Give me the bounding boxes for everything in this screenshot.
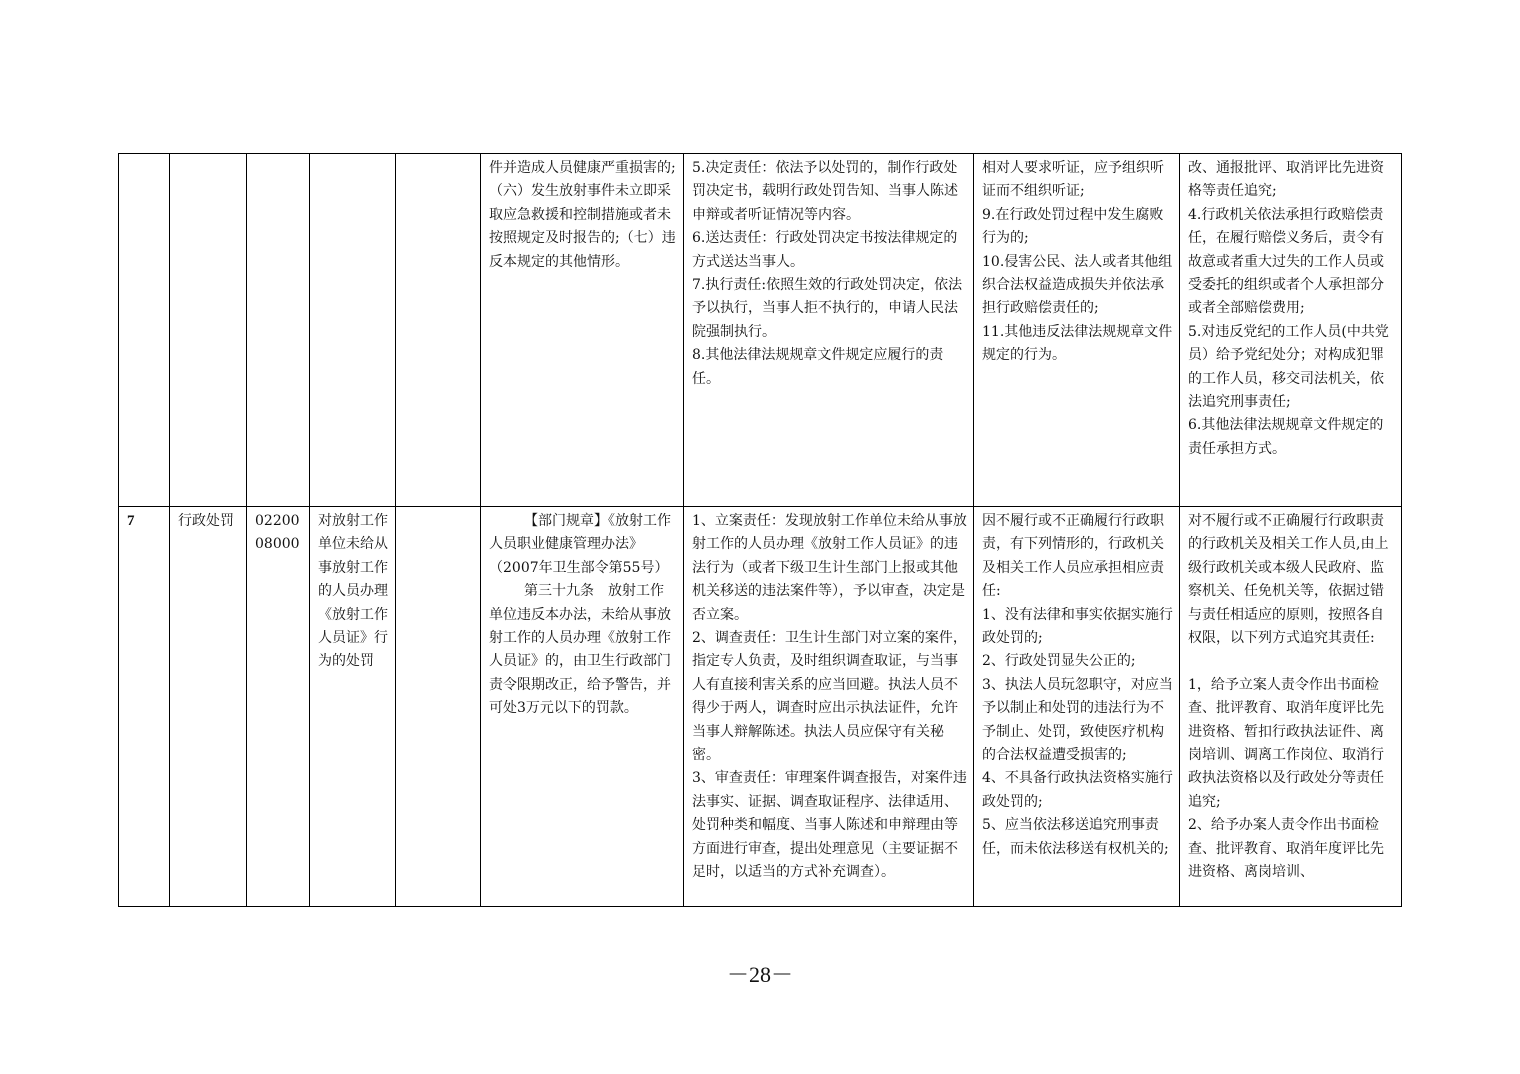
cell-duties: 1、立案责任：发现放射工作单位未给从事放射工作的人员办理《放射工作人员证》的违法行为（或者下级卫生计生部门上报或其他机关移送的违法案件等），予以审查，决定是否立案。 2、调查责任：卫生计生部门对立案的案件，指定专人负责，及时组织调查取证，与当事人有直接利害关系的应当回避。执法人员不得少于两人，调查时应出示执法证件，允许当事人辩解陈述。执法人员应保守有关秘密。 3、审查责任：审理案件调查报告，对案件违法事实、证据、调查取证程序、法律适用、处罚种类和幅度、当事人陈述和申辩理由等方面进行审查，提出处理意见（主要证据不足时，以适当的方式补充调查）。 xyxy=(684,507,974,907)
basis-regulation-title: 【部门规章】《放射工作人员职业健康管理办法》（2007年卫生部令第55号） xyxy=(489,513,671,576)
cell-type: 行政处罚 xyxy=(170,507,247,907)
cell-basis xyxy=(481,507,684,907)
cell-sub-item xyxy=(396,507,481,907)
cell-code xyxy=(247,154,310,507)
cell-name xyxy=(310,154,396,507)
cell-liability-cases: 相对人要求听证，应予组织听证而不组织听证; 9.在行政处罚过程中发生腐败行为的; 10.侵害公民、法人或者其他组织合法权益造成损失并依法承担行政赔偿责任的; 11.其他违反法律法规规章文件规定的行为。 xyxy=(974,154,1180,507)
table-row-continued xyxy=(119,154,1402,507)
basis-article: 第三十九条 放射工作单位违反本办法，未给从事放射工作的人员办理《放射工作人员证》的，由卫生行政部门责令限期改正，给予警告，并可处3万元以下的罚款。 xyxy=(489,583,671,717)
cell-liability-methods: 改、通报批评、取消评比先进资格等责任追究; 4.行政机关依法承担行政赔偿责任，在履行赔偿义务后，责令有故意或者重大过失的工作人员或受委托的组织或者个人承担部分或者全部赔偿费用; 5.对违反党纪的工作人员(中共党员）给予党纪处分；对构成犯罪的工作人员，移交司法机关，依法追究刑事责任; 6.其他法律法规规章文件规定的责任承担方式。 xyxy=(1180,154,1402,507)
cell-name: 对放射工作单位未给从事放射工作的人员办理《放射工作人员证》行为的处罚 xyxy=(310,507,396,907)
cell-liability-methods: 对不履行或不正确履行行政职责的行政机关及相关工作人员,由上级行政机关或本级人民政府、监察机关、任免机关等，依据过错与责任相适应的原则，按照各自权限，以下列方式追究其责任: 1，给予立案人责令作出书面检查、批评教育、取消年度评比先进资格、暂扣行政执法证件、离岗培训、调离工作岗位、取消行政执法资格以及行政处分等责任追究; 2、给予办案人责令作出书面检查、批评教育、取消年度评比先进资格、离岗培训、 xyxy=(1180,507,1402,907)
table-row-7 xyxy=(119,507,1402,907)
page-number: －28－ xyxy=(726,962,793,987)
cell-basis: 件并造成人员健康严重损害的;（六）发生放射事件未立即采取应急救援和控制措施或者未按照规定及时报告的;（七）违反本规定的其他情形。 xyxy=(481,154,684,507)
cell-code: 0220008000 xyxy=(247,507,310,907)
cell-sub-item xyxy=(396,154,481,507)
cell-liability-cases: 因不履行或不正确履行行政职责，有下列情形的，行政机关及相关工作人员应承担相应责任: 1、没有法律和事实依据实施行政处罚的; 2、行政处罚显失公正的; 3、执法人员玩忽职守，对应当予以制止和处罚的违法行为不予制止、处罚，致使医疗机构的合法权益遭受损害的; 4、不具备行政执法资格实施行政处罚的; 5、应当依法移送追究刑事责任，而未依法移送有权机关的; xyxy=(974,507,1180,907)
cell-duties: 5.决定责任：依法予以处罚的，制作行政处罚决定书，载明行政处罚告知、当事人陈述申辩或者听证情况等内容。 6.送达责任：行政处罚决定书按法律规定的方式送达当事人。 7.执行责任:依照生效的行政处罚决定，依法予以执行，当事人拒不执行的，申请人民法院强制执行。 8.其他法律法规规章文件规定应履行的责任。 xyxy=(684,154,974,507)
power-list-table xyxy=(118,153,1402,907)
cell-type xyxy=(170,154,247,507)
cell-number: 7 xyxy=(119,507,170,907)
cell-number xyxy=(119,154,170,507)
